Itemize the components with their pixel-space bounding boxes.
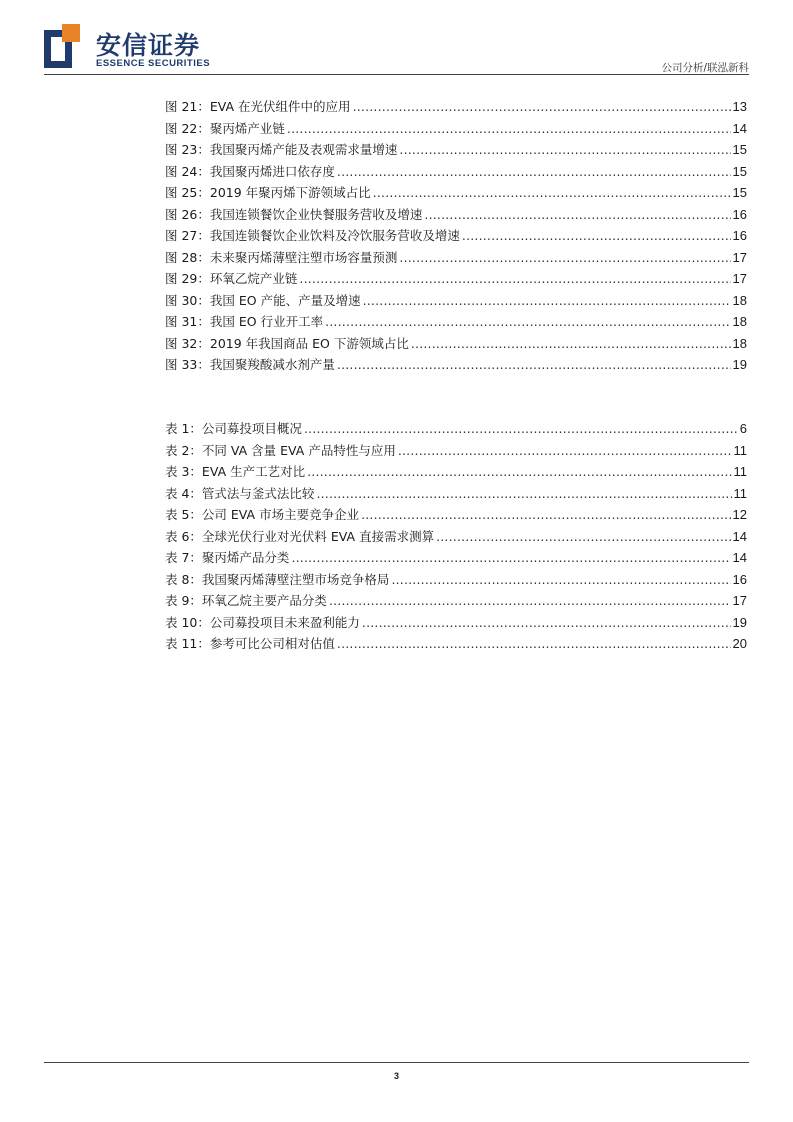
toc-label: 图 29：环氧乙烷产业链: [165, 271, 298, 286]
toc-entry[interactable]: [165, 505, 747, 527]
toc-entry[interactable]: [165, 205, 747, 227]
toc-label: 表 3：EVA 生产工艺对比: [165, 464, 306, 479]
toc-entry[interactable]: [165, 312, 747, 334]
toc-entry[interactable]: [165, 527, 747, 549]
toc-entry[interactable]: [165, 548, 747, 570]
toc-entry[interactable]: [165, 591, 747, 613]
toc-entry[interactable]: [165, 570, 747, 592]
toc-entry[interactable]: [165, 291, 747, 313]
toc-label: 图 24：我国聚丙烯进口依存度: [165, 163, 335, 179]
toc-page-number: 6: [739, 421, 747, 436]
toc-label: 图 33：我国聚羧酸减水剂产量: [165, 357, 335, 372]
toc-leader: [436, 529, 730, 544]
toc-entry[interactable]: [165, 183, 747, 205]
toc-label: 表 1：公司募投项目概况: [165, 421, 302, 436]
report-type: 公司分析/联泓新科: [661, 62, 749, 74]
footer-divider: [44, 1062, 749, 1063]
toc-entry[interactable]: [165, 484, 747, 506]
toc-entry[interactable]: [165, 462, 747, 484]
toc-leader: [287, 121, 731, 136]
toc-page-number: 17: [732, 271, 747, 286]
toc-page-number: 18: [732, 314, 747, 329]
toc-page-number: 17: [732, 593, 747, 608]
logo-chinese-name: 安信证券: [96, 31, 201, 60]
toc-label: 表 9：环氧乙烷主要产品分类: [165, 593, 327, 608]
toc-label: 表 2：不同 VA 含量 EVA 产品特性与应用: [165, 442, 396, 458]
toc-label: 图 32：2019 年我国商品 EO 下游领域占比: [165, 335, 409, 351]
toc-entry[interactable]: [165, 355, 747, 377]
toc-page-number: 14: [732, 550, 747, 565]
toc-leader: [304, 421, 738, 436]
toc-page-number: 11: [733, 464, 747, 479]
toc-label: 图 27：我国连锁餐饮企业饮料及冷饮服务营收及增速: [165, 228, 460, 243]
figure-list: [165, 97, 747, 377]
toc-page-number: 16: [732, 206, 747, 222]
toc-entry[interactable]: [165, 334, 747, 356]
toc-page-number: 17: [732, 249, 747, 265]
toc-leader: [307, 464, 731, 479]
toc-leader: [337, 636, 731, 651]
toc-leader: [391, 572, 730, 587]
toc-leader: [398, 443, 732, 458]
toc-label: 图 23：我国聚丙烯产能及表观需求量增速: [165, 142, 398, 157]
toc-label: 表 6：全球光伏行业对光伏料 EVA 直接需求测算: [165, 528, 435, 544]
toc-page-number: 19: [732, 357, 747, 372]
toc-page-number: 16: [732, 571, 747, 587]
toc-label: 表 7：聚丙烯产品分类: [165, 550, 290, 565]
toc-page-number: 16: [732, 228, 747, 243]
toc-page-number: 13: [732, 99, 747, 114]
toc-label: 图 28：未来聚丙烯薄壁注塑市场容量预测: [165, 249, 398, 265]
toc-label: 表 11：参考可比公司相对估值: [165, 636, 335, 651]
table-list: [165, 419, 747, 656]
toc-leader: [363, 293, 731, 308]
toc-page-number: 14: [732, 120, 747, 136]
toc-entry[interactable]: [165, 419, 747, 441]
toc-page-number: 15: [732, 185, 747, 200]
toc-entry[interactable]: [165, 248, 747, 270]
toc-page-number: 14: [732, 528, 747, 544]
toc-entry[interactable]: [165, 226, 747, 248]
toc-page-number: 12: [732, 507, 747, 522]
toc-label: 图 30：我国 EO 产能、产量及增速: [165, 292, 361, 308]
logo-english-name: ESSENCE SECURITIES: [96, 58, 211, 69]
toc-leader: [329, 593, 731, 608]
toc-entry[interactable]: [165, 269, 747, 291]
toc-page-number: 15: [732, 142, 747, 157]
toc-label: 图 31：我国 EO 行业开工率: [165, 314, 324, 329]
toc-page-number: 11: [733, 485, 747, 501]
toc-entry[interactable]: [165, 97, 747, 119]
toc-entry[interactable]: [165, 140, 747, 162]
page-number: 3: [393, 1071, 399, 1081]
toc-page-number: 11: [733, 442, 747, 458]
toc-leader: [291, 550, 730, 565]
toc-label: 表 5：公司 EVA 市场主要竞争企业: [165, 507, 360, 522]
toc-leader: [316, 486, 731, 501]
toc-leader: [299, 271, 730, 286]
toc-label: 表 4：管式法与釜式法比较: [165, 485, 315, 501]
toc-label: 图 25：2019 年聚丙烯下游领域占比: [165, 185, 371, 200]
toc-page-number: 19: [732, 614, 747, 630]
toc-label: 图 21：EVA 在光伏组件中的应用: [165, 99, 351, 114]
toc-leader: [411, 336, 731, 351]
toc-leader: [353, 99, 731, 114]
toc-page-number: 18: [732, 335, 747, 351]
toc-label: 图 26：我国连锁餐饮企业快餐服务营收及增速: [165, 206, 423, 222]
toc-page-number: 18: [732, 292, 747, 308]
header-divider: [44, 74, 749, 75]
toc-leader: [362, 615, 731, 630]
toc-leader: [337, 164, 731, 179]
toc-leader: [325, 314, 730, 329]
toc-leader: [373, 185, 731, 200]
essence-logo-icon: [44, 24, 80, 68]
toc-leader: [361, 507, 730, 522]
toc-label: 表 8：我国聚丙烯薄壁注塑市场竞争格局: [165, 571, 390, 587]
toc-leader: [399, 142, 730, 157]
page-header: [44, 24, 749, 76]
toc-leader: [424, 207, 730, 222]
toc-entry[interactable]: [165, 441, 747, 463]
toc-label: 图 22：聚丙烯产业链: [165, 120, 285, 136]
toc-entry[interactable]: [165, 162, 747, 184]
toc-entry[interactable]: [165, 634, 747, 656]
toc-leader: [399, 250, 730, 265]
toc-entry[interactable]: [165, 119, 747, 141]
toc-page-number: 15: [732, 163, 747, 179]
toc-page-number: 20: [732, 636, 747, 651]
toc-leader: [462, 228, 731, 243]
toc-leader: [337, 357, 731, 372]
toc-label: 表 10：公司募投项目未来盈利能力: [165, 614, 360, 630]
toc-entry[interactable]: [165, 613, 747, 635]
